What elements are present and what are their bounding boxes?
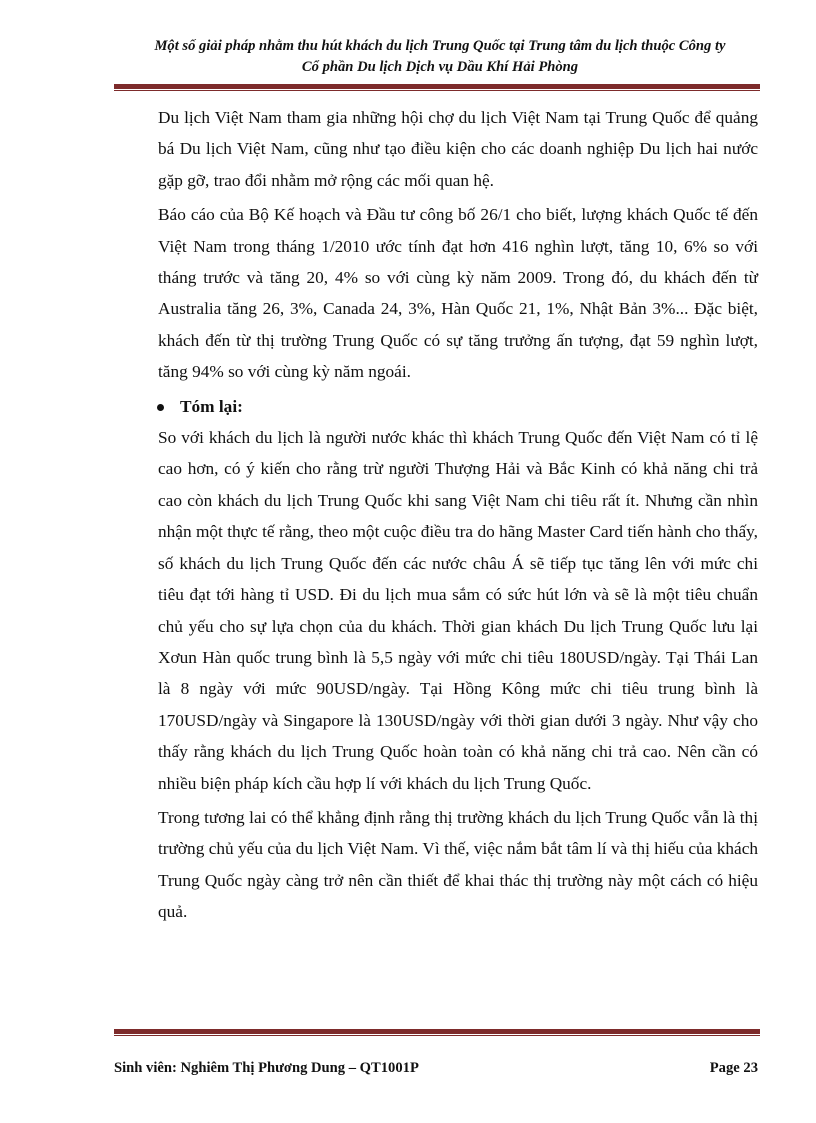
page-number: Page 23	[709, 1060, 758, 1076]
header-divider	[114, 84, 760, 89]
summary-label: Tóm lại:	[180, 396, 243, 416]
header-title-line2: Cổ phần Du lịch Dịch vụ Dầu Khí Hải Phòng	[301, 59, 579, 75]
bullet-icon	[157, 404, 164, 411]
page-header	[100, 36, 780, 78]
document-body	[158, 102, 758, 931]
paragraph-3: So với khách du lịch là người nước khác thì khách Trung Quốc đến Việt Nam có tỉ lệ cao hơn, có ý kiến cho rằng trừ người Thượng Hải và Bắc Kinh có khả năng chi trả cao còn khách du lịch Trung Quốc khi sang Việt Nam chi tiêu rất ít. Nhưng cần nhìn nhận một thực tế rằng, theo một cuộc điều tra do hãng Master Card tiến hành cho thấy, số khách du lịch Trung Quốc đến các nước châu Á sẽ tiếp tục tăng lên với mức chi tiêu đạt tới hàng tỉ USD. Đi du lịch mua sắm có sức hút lớn và sẽ là một tiêu chuẩn chủ yếu cho sự lựa chọn của du khách. Thời gian khách Du lịch Trung Quốc lưu lại Xơun Hàn quốc trung bình là 5,5 ngày với mức chi tiêu 180USD/ngày. Tại Thái Lan là 8 ngày với mức 90USD/ngày. Tại Hồng Kông mức chi tiêu trung bình là 170USD/ngày và Singapore là 130USD/ngày với thời gian dưới 3 ngày. Như vậy cho thấy rằng khách du lịch Trung Quốc hoàn toàn có khả năng chi trả cao. Nên cần có nhiều biện pháp kích cầu hợp lí với khách du lịch Trung Quốc.	[158, 428, 758, 793]
summary-bullet	[158, 391, 758, 422]
footer-student: Sinh viên: Nghiêm Thị Phương Dung – QT1001P	[114, 1060, 419, 1076]
paragraph-4: Trong tương lai có thể khẳng định rằng thị trường khách du lịch Trung Quốc vẫn là thị trường chủ yếu của du lịch Việt Nam. Vì thế, việc nắm bắt tâm lí và thị hiếu của khách Trung Quốc ngày càng trở nên cần thiết để khai thác thị trường này một cách có hiệu quả.	[158, 807, 758, 922]
footer-divider	[114, 1029, 760, 1034]
header-title-line1: Một số giải pháp nhằm thu hút khách du lịch Trung Quốc tại Trung tâm du lịch thuộc Công ty	[154, 38, 726, 54]
header-divider-thin	[114, 90, 760, 91]
paragraph-1: Du lịch Việt Nam tham gia những hội chợ du lịch Việt Nam tại Trung Quốc để quảng bá Du lịch Việt Nam, cũng như tạo điều kiện cho các doanh nghiệp Du lịch hai nước gặp gỡ, trao đổi nhằm mở rộng các mối quan hệ.	[158, 108, 758, 190]
footer-divider-thin	[114, 1035, 760, 1036]
paragraph-2: Báo cáo của Bộ Kế hoạch và Đầu tư công bố 26/1 cho biết, lượng khách Quốc tế đến Việt Nam trong tháng 1/2010 ước tính đạt hơn 416 nghìn lượt, tăng 10, 6% so với tháng trước và tăng 20, 4% so với cùng kỳ năm 2009. Trong đó, du khách đến từ Australia tăng 26, 3%, Canada 24, 3%, Hàn Quốc 21, 1%, Nhật Bản 3%... Đặc biệt, khách đến từ thị trường Trung Quốc có sự tăng trưởng ấn tượng, đạt 59 nghìn lượt, tăng 94% so với cùng kỳ năm ngoái.	[158, 205, 758, 382]
